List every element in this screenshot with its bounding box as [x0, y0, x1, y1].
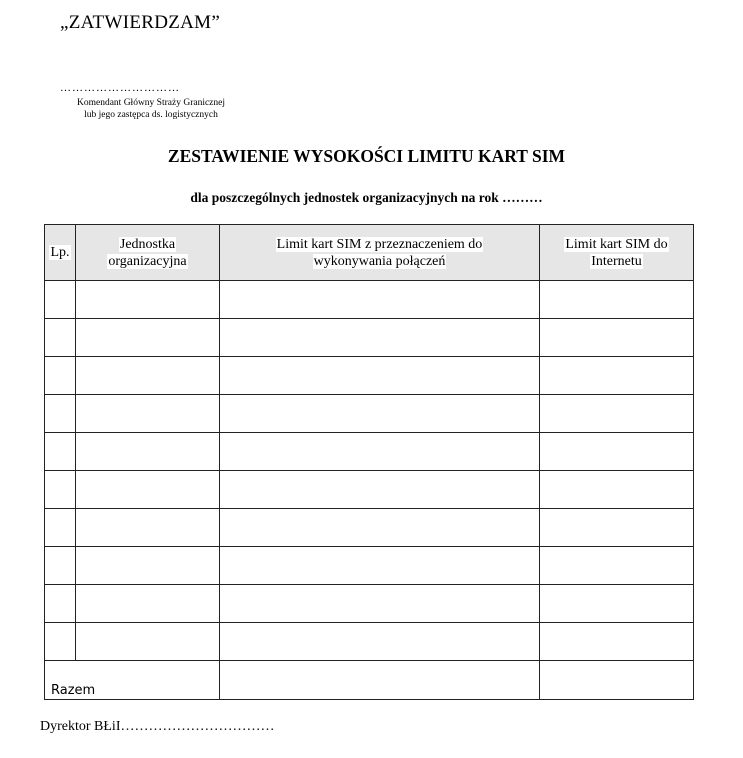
table-row	[45, 319, 694, 357]
total-calls-cell[interactable]	[220, 661, 540, 700]
unit-cell[interactable]	[76, 281, 220, 319]
lp-cell[interactable]	[45, 433, 76, 471]
unit-cell[interactable]	[76, 433, 220, 471]
table-row	[45, 547, 694, 585]
table-row	[45, 471, 694, 509]
internet-limit-cell[interactable]	[540, 471, 694, 509]
header-unit: Jednostka organizacyjna	[76, 225, 220, 281]
table-row	[45, 623, 694, 661]
unit-cell[interactable]	[76, 319, 220, 357]
document-title: ZESTAWIENIE WYSOKOŚCI LIMITU KART SIM	[167, 146, 566, 166]
internet-limit-cell[interactable]	[540, 395, 694, 433]
calls-limit-cell[interactable]	[220, 281, 540, 319]
unit-cell[interactable]	[76, 395, 220, 433]
table-row	[45, 585, 694, 623]
internet-limit-cell[interactable]	[540, 623, 694, 661]
unit-cell[interactable]	[76, 471, 220, 509]
approval-heading: „ZATWIERDZAM”	[60, 12, 221, 33]
table-row	[45, 357, 694, 395]
sim-limits-table	[44, 224, 694, 700]
calls-limit-cell[interactable]	[220, 433, 540, 471]
internet-limit-cell[interactable]	[540, 547, 694, 585]
signatory-line-1: Komendant Główny Straży Granicznej	[77, 98, 225, 108]
unit-cell[interactable]	[76, 509, 220, 547]
internet-limit-cell[interactable]	[540, 433, 694, 471]
lp-cell[interactable]	[45, 623, 76, 661]
header-lp: Lp.	[45, 225, 76, 281]
calls-limit-cell[interactable]	[220, 585, 540, 623]
signatory-caption	[58, 97, 244, 121]
internet-limit-cell[interactable]	[540, 585, 694, 623]
lp-cell[interactable]	[45, 509, 76, 547]
lp-cell[interactable]	[45, 547, 76, 585]
lp-cell[interactable]	[45, 471, 76, 509]
unit-cell[interactable]	[76, 623, 220, 661]
internet-limit-cell[interactable]	[540, 509, 694, 547]
unit-cell[interactable]	[76, 547, 220, 585]
unit-cell[interactable]	[76, 585, 220, 623]
lp-cell[interactable]	[45, 319, 76, 357]
table-row	[45, 281, 694, 319]
calls-limit-cell[interactable]	[220, 623, 540, 661]
lp-cell[interactable]	[45, 585, 76, 623]
calls-limit-cell[interactable]	[220, 357, 540, 395]
table-header-row	[45, 225, 694, 281]
lp-cell[interactable]	[45, 357, 76, 395]
table-row	[45, 433, 694, 471]
signatory-line-2: lub jego zastępca ds. logistycznych	[84, 110, 218, 120]
signature-line: …………………………	[60, 82, 180, 94]
unit-cell[interactable]	[76, 357, 220, 395]
calls-limit-cell[interactable]	[220, 547, 540, 585]
lp-cell[interactable]	[45, 395, 76, 433]
document-subtitle: dla poszczególnych jednostek organizacyjnych na rok ………	[190, 190, 543, 205]
calls-limit-cell[interactable]	[220, 509, 540, 547]
lp-cell[interactable]	[45, 281, 76, 319]
table-row	[45, 509, 694, 547]
director-signature-line: Dyrektor BŁiI……………………………	[40, 719, 275, 734]
total-internet-cell[interactable]	[540, 661, 694, 700]
calls-limit-cell[interactable]	[220, 395, 540, 433]
calls-limit-cell[interactable]	[220, 319, 540, 357]
header-calls-limit: Limit kart SIM z przeznaczeniem do wykonywania połączeń	[220, 225, 540, 281]
table-row	[45, 395, 694, 433]
total-label: Razem	[45, 661, 220, 700]
total-row	[45, 661, 694, 700]
internet-limit-cell[interactable]	[540, 357, 694, 395]
calls-limit-cell[interactable]	[220, 471, 540, 509]
internet-limit-cell[interactable]	[540, 319, 694, 357]
internet-limit-cell[interactable]	[540, 281, 694, 319]
header-internet-limit: Limit kart SIM do Internetu	[540, 225, 694, 281]
